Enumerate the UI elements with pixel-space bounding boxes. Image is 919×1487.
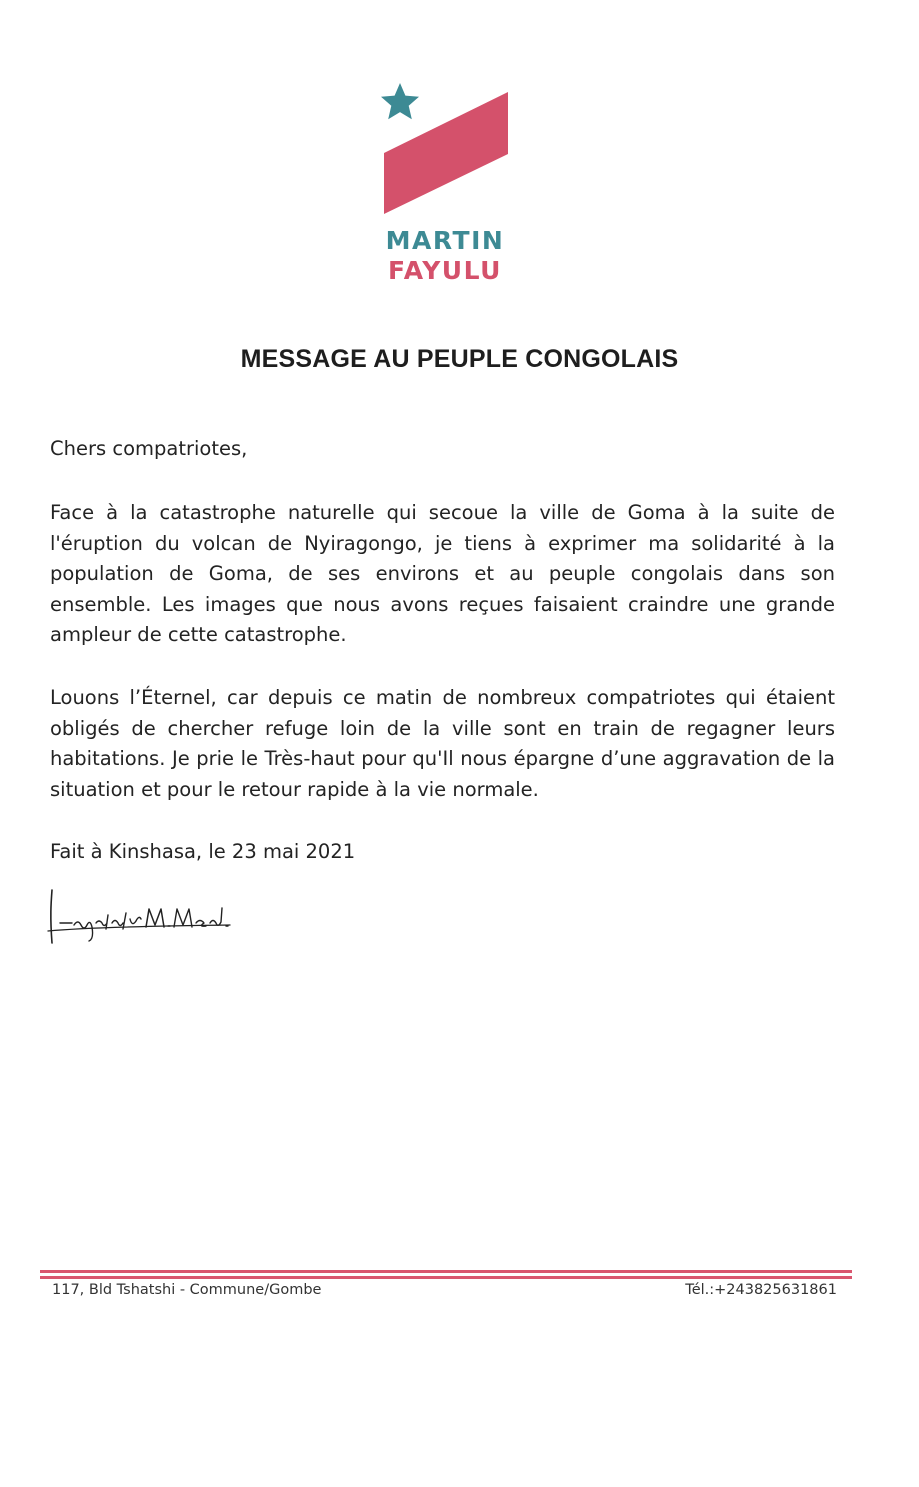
logo-star-icon (381, 83, 419, 119)
body-paragraph-1: Face à la catastrophe naturelle qui secoue la ville de Goma à la suite de l'éruption du volcan de Nyiragongo, je tiens à exprimer ma solidarité à la population de Goma, de ses environs et au peuple congolais dans son ensemble. Les images que nous avons reçues faisaient craindre une grande ampleur de cette catastrophe. (50, 501, 835, 646)
logo-last-name: FAYULU (388, 256, 502, 285)
footer-rule-top (40, 1270, 852, 1273)
party-logo (370, 78, 520, 298)
logo-first-name: MARTIN (385, 226, 505, 255)
place-and-date: Fait à Kinshasa, le 23 mai 2021 (50, 840, 356, 863)
footer-address: 117, Bld Tshatshi - Commune/Gombe (52, 1282, 322, 1298)
greeting: Chers compatriotes, (50, 437, 248, 460)
handwritten-signature (40, 885, 250, 955)
body-paragraph-2: Louons l’Éternel, car depuis ce matin de nombreux compatriotes qui étaient obligés de chercher refuge loin de la ville sont en train de regagner leurs habitations. Je prie le Très-haut pour qu'Il nous épargne d’une aggravation de la situation et pour le retour rapide à la vie normale. (50, 686, 835, 801)
footer-phone: Tél.:+243825631861 (685, 1282, 837, 1298)
footer-rule-bottom (40, 1276, 852, 1279)
page-title: MESSAGE AU PEUPLE CONGOLAIS (240, 345, 679, 373)
logo-emblem (370, 78, 520, 226)
